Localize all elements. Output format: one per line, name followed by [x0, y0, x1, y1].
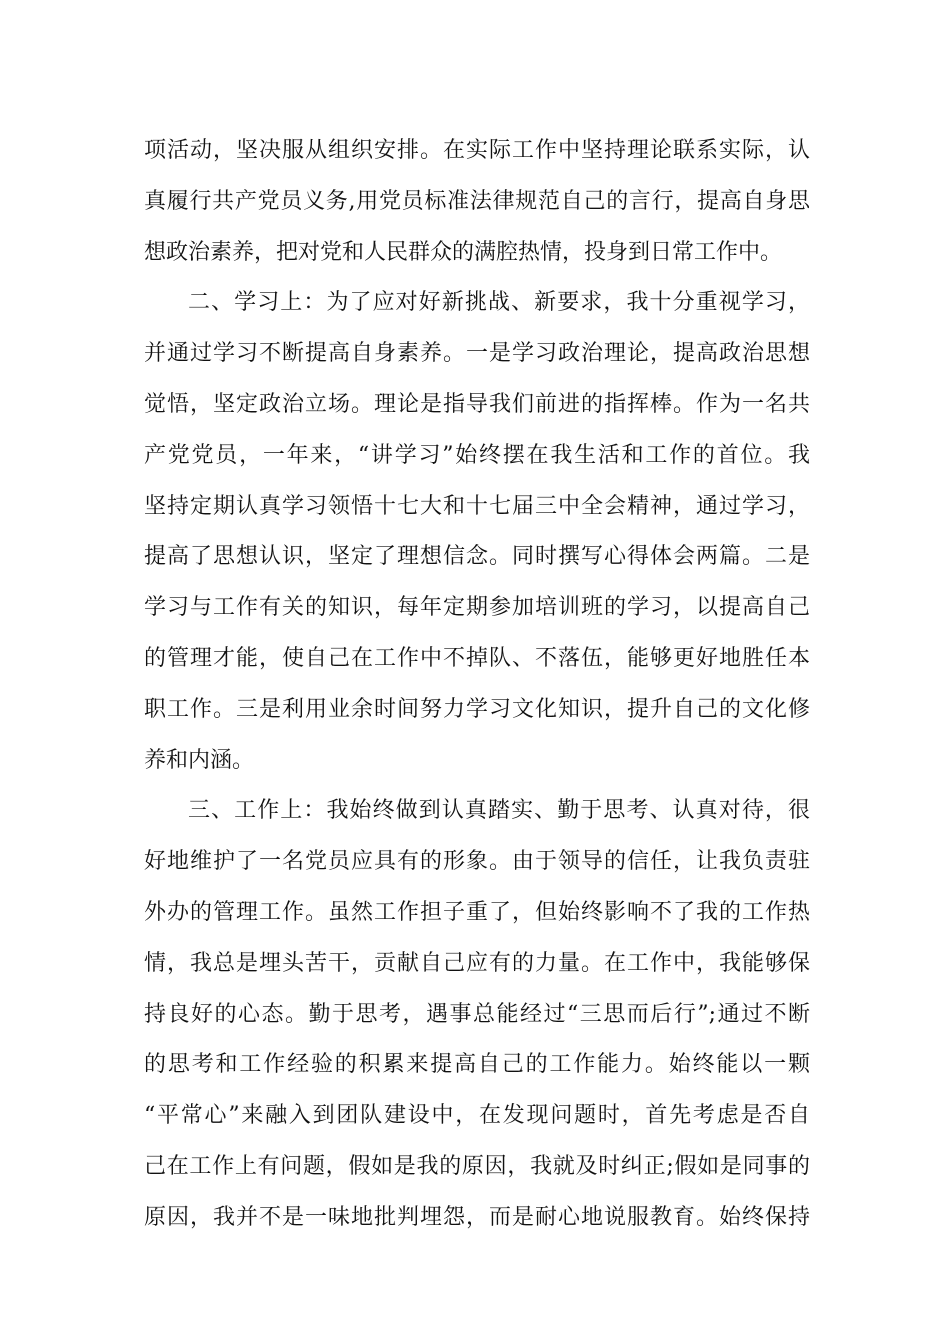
text-line: 项活动，坚决服从组织安排。在实际工作中坚持理论联系实际，认 — [144, 138, 810, 163]
text-line: 并通过学习不断提高自身素养。一是学习政治理论，提高政治思想 — [144, 341, 810, 367]
text-line: 养和内涵。 — [144, 747, 255, 773]
text-line: 的管理才能，使自己在工作中不掉队、不落伍，能够更好地胜任本 — [144, 645, 810, 671]
text-line: 提高了思想认识，坚定了理想信念。同时撰写心得体会两篇。二是 — [144, 544, 810, 570]
text-line: 学习与工作有关的知识，每年定期参加培训班的学习，以提高自己 — [144, 595, 810, 621]
text-line: 情，我总是埋头苦干，贡献自己应有的力量。在工作中，我能够保 — [144, 950, 810, 976]
text-line: 想政治素养，把对党和人民群众的满腔热情，投身到日常工作中。 — [144, 239, 783, 265]
text-line: 二、学习上：为了应对好新挑战、新要求，我十分重视学习， — [188, 290, 810, 316]
text-line: 好地维护了一名党员应具有的形象。由于领导的信任，让我负责驻 — [144, 849, 810, 875]
text-line: 原因，我并不是一味地批判埋怨，而是耐心地说服教育。始终保持 — [144, 1204, 810, 1230]
paragraph-work — [144, 786, 810, 1243]
text-line: 觉悟，坚定政治立场。理论是指导我们前进的指挥棒。作为一名共 — [144, 391, 810, 417]
text-line: 三、工作上：我始终做到认真踏实、勤于思考、认真对待，很 — [188, 798, 810, 824]
paragraph-study — [144, 278, 810, 786]
text-line: 的思考和工作经验的积累来提高自己的工作能力。始终能以一颗 — [144, 1052, 810, 1078]
text-line: 产党党员，一年来，“讲学习”始终摆在我生活和工作的首位。我 — [144, 442, 810, 468]
text-line: “平常心”来融入到团队建设中，在发现问题时，首先考虑是否自 — [144, 1103, 810, 1129]
text-line: 职工作。三是利用业余时间努力学习文化知识，提升自己的文化修 — [144, 696, 810, 722]
paragraph-1 — [144, 126, 810, 278]
document-body — [144, 126, 810, 1244]
text-line: 外办的管理工作。虽然工作担子重了，但始终影响不了我的工作热 — [144, 899, 810, 925]
text-line: 持良好的心态。勤于思考，遇事总能经过“三思而后行”;通过不断 — [144, 1001, 810, 1027]
text-line: 真履行共产党员义务,用党员标准法律规范自己的言行，提高自身思 — [144, 188, 810, 214]
text-line: 己在工作上有问题，假如是我的原因，我就及时纠正;假如是同事的 — [144, 1153, 810, 1179]
text-line: 坚持定期认真学习领悟十七大和十七届三中全会精神，通过学习， — [144, 493, 810, 519]
